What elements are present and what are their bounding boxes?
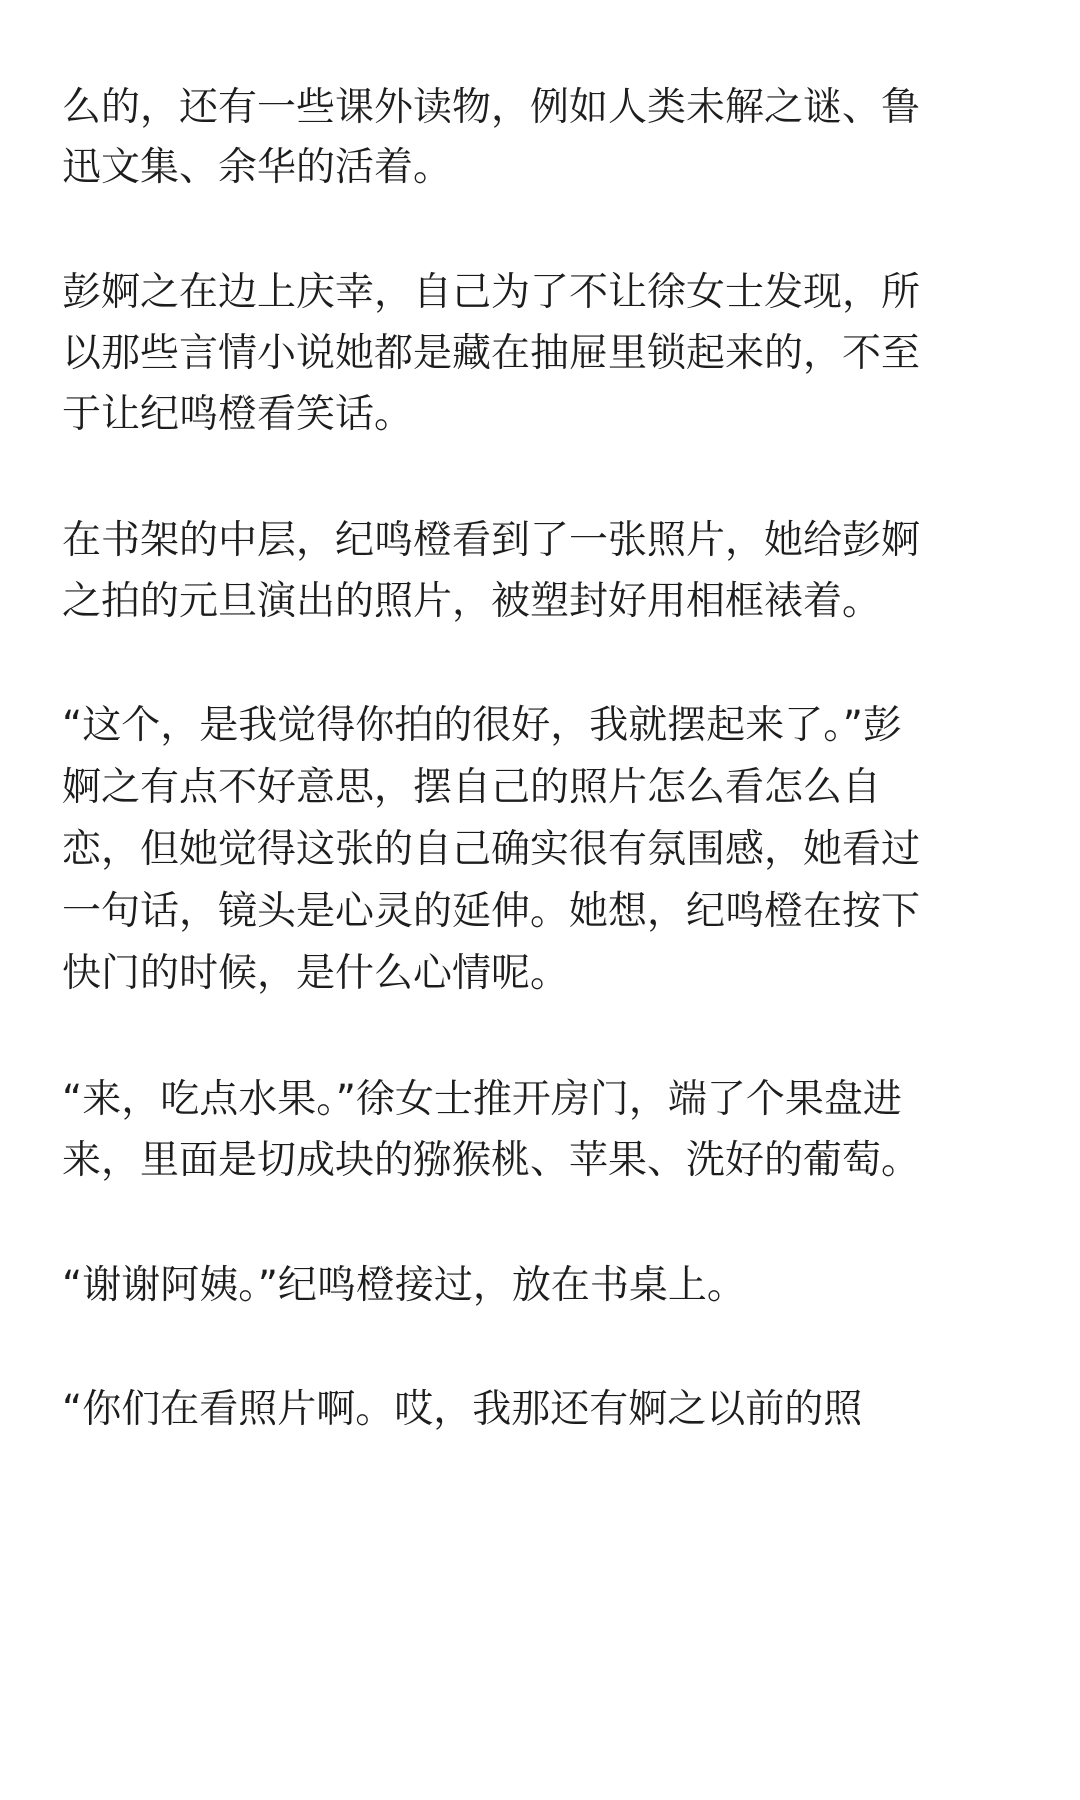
paragraph-line: 来，里面是切成块的猕猴桃、苹果、洗好的葡萄。 [62,1138,921,1183]
paragraph-line: 彭婀之在边上庆幸，自己为了不让徐女士发现，所 [62,270,921,315]
paragraph-line: “这个，是我觉得你拍的很好，我就摆起来了。”彭 [62,703,902,748]
paragraph-line: 一句话，镜头是心灵的延伸。她想，纪鸣橙在按下 [62,889,921,934]
paragraph-line: 婀之有点不好意思，摆自己的照片怎么看怎么自 [62,765,882,810]
paragraph-line: 快门的时候，是什么心情呢。 [62,951,570,996]
paragraph-line: “来，吃点水果。”徐女士推开房门，端了个果盘进 [62,1077,902,1122]
paragraph-line: 之拍的元旦演出的照片，被塑封好用相框裱着。 [62,579,882,624]
paragraph-line: 恋，但她觉得这张的自己确实很有氛围感，她看过 [62,827,921,872]
paragraph-line: 迅文集、余华的活着。 [62,145,453,190]
paragraph-line: 于让纪鸣橙看笑话。 [62,392,414,437]
paragraph-line: “谢谢阿姨。”纪鸣橙接过，放在书桌上。 [62,1263,746,1308]
paragraph-line: 么的，还有一些课外读物，例如人类未解之谜、鲁 [62,85,921,130]
article-body [62,0,1030,1800]
paragraph-line: 在书架的中层，纪鸣橙看到了一张照片，她给彭婀 [62,518,921,563]
paragraph-line: 以那些言情小说她都是藏在抽屉里锁起来的，不至 [62,331,921,376]
paragraph-line: “你们在看照片啊。哎，我那还有婀之以前的照 [62,1387,863,1432]
